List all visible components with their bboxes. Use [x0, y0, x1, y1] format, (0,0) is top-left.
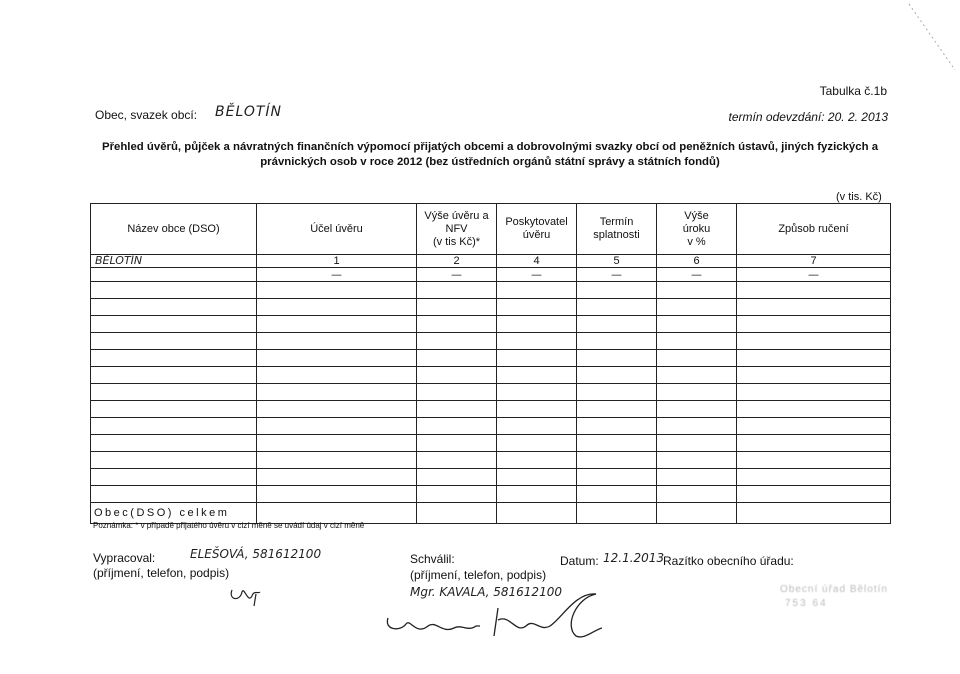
prepared-signature	[226, 578, 266, 608]
col-number: 4	[497, 255, 577, 268]
footnote: Poznámka: * v případě přijatého úvěru v cizí měně se uvádí údaj v cizí měně	[93, 521, 365, 530]
table-row	[91, 282, 891, 299]
prepared-by-label: Vypracoval:	[93, 551, 156, 565]
col-header-rate	[657, 204, 737, 255]
col-header-amount-line3: (v tis Kč)*	[432, 235, 481, 248]
table-row	[91, 316, 891, 333]
scan-artifact	[905, 0, 960, 80]
approved-by-label: Schválil:	[410, 552, 455, 566]
table-row	[91, 333, 891, 350]
office-stamp: Obecní úřad Bělotín	[780, 584, 888, 595]
col-number: 7	[737, 255, 891, 268]
table-row	[91, 384, 891, 401]
col-header-purpose: Účel úvěru	[257, 204, 417, 255]
table-id: Tabulka č.1b	[819, 84, 887, 98]
document-heading	[95, 140, 885, 170]
loans-table	[90, 203, 891, 524]
table-row	[91, 418, 891, 435]
dash-mark: —	[737, 268, 891, 282]
col-number: 2	[417, 255, 497, 268]
table-row	[91, 367, 891, 384]
approved-by-sub: (příjmení, telefon, podpis)	[410, 568, 547, 582]
col-number: 1	[257, 255, 417, 268]
col-header-due-line2: splatnosti	[593, 229, 640, 241]
table-row	[91, 469, 891, 486]
office-stamp-postcode: 753 64	[785, 598, 828, 609]
date-value: 12.1.2013	[603, 551, 665, 565]
table-header-row	[91, 204, 891, 255]
municipality-label: Obec, svazek obcí:	[95, 108, 198, 122]
table-row	[91, 268, 891, 282]
table-cell	[91, 268, 257, 282]
table-row	[91, 452, 891, 469]
dash-mark: —	[577, 268, 657, 282]
col-number: 5	[577, 255, 657, 268]
col-header-name: Název obce (DSO)	[91, 204, 257, 255]
col-header-amount-line1: Výše úvěru a	[424, 209, 489, 222]
col-header-guarantee: Způsob ručení	[737, 204, 891, 255]
col-header-amount-line2: NFV	[445, 222, 468, 235]
table-row	[91, 401, 891, 418]
total-label: Obec(DSO) celkem	[91, 503, 257, 524]
column-number-row	[91, 255, 891, 268]
col-header-provider: Poskytovatel úvěru	[497, 204, 577, 255]
date-label: Datum:	[560, 554, 599, 568]
col-header-rate-line2: úroku	[682, 222, 711, 235]
deadline: termín odevzdání: 20. 2. 2013	[728, 110, 888, 124]
prepared-by-sub: (příjmení, telefon, podpis)	[93, 566, 230, 580]
dash-mark: —	[497, 268, 577, 282]
table-row	[91, 486, 891, 503]
approved-signature	[380, 590, 610, 645]
col-number: 6	[657, 255, 737, 268]
heading-line-1: Přehled úvěrů, půjček a návratných finančních výpomocí přijatých obcemi a dobrovolnými svazky obcí od peněžních ústavů, jiných fyzických a	[101, 141, 879, 153]
row1-name: BĚLOTÍN	[91, 255, 257, 268]
table-row	[91, 435, 891, 452]
dash-mark: —	[417, 268, 497, 282]
col-header-rate-line1: Výše	[684, 209, 709, 222]
dash-mark: —	[257, 268, 417, 282]
col-header-amount	[417, 204, 497, 255]
unit-label: (v tis. Kč)	[836, 191, 882, 203]
table-row	[91, 299, 891, 316]
approved-by-value: Mgr. KAVALA, 581612100	[410, 585, 562, 599]
col-header-due	[577, 204, 657, 255]
prepared-by-value: ELEŠOVÁ, 581612100	[190, 547, 322, 561]
col-header-due-line1: Termín	[599, 216, 634, 228]
municipality-value: BĚLOTÍN	[215, 104, 282, 120]
col-header-rate-line3: v %	[687, 235, 706, 248]
heading-line-2: právnických osob v roce 2012 (bez ústředních orgánů státní správy a státních fondů)	[260, 156, 720, 168]
table-row	[91, 350, 891, 367]
dash-mark: —	[657, 268, 737, 282]
office-stamp-label: Razítko obecního úřadu:	[663, 554, 794, 568]
